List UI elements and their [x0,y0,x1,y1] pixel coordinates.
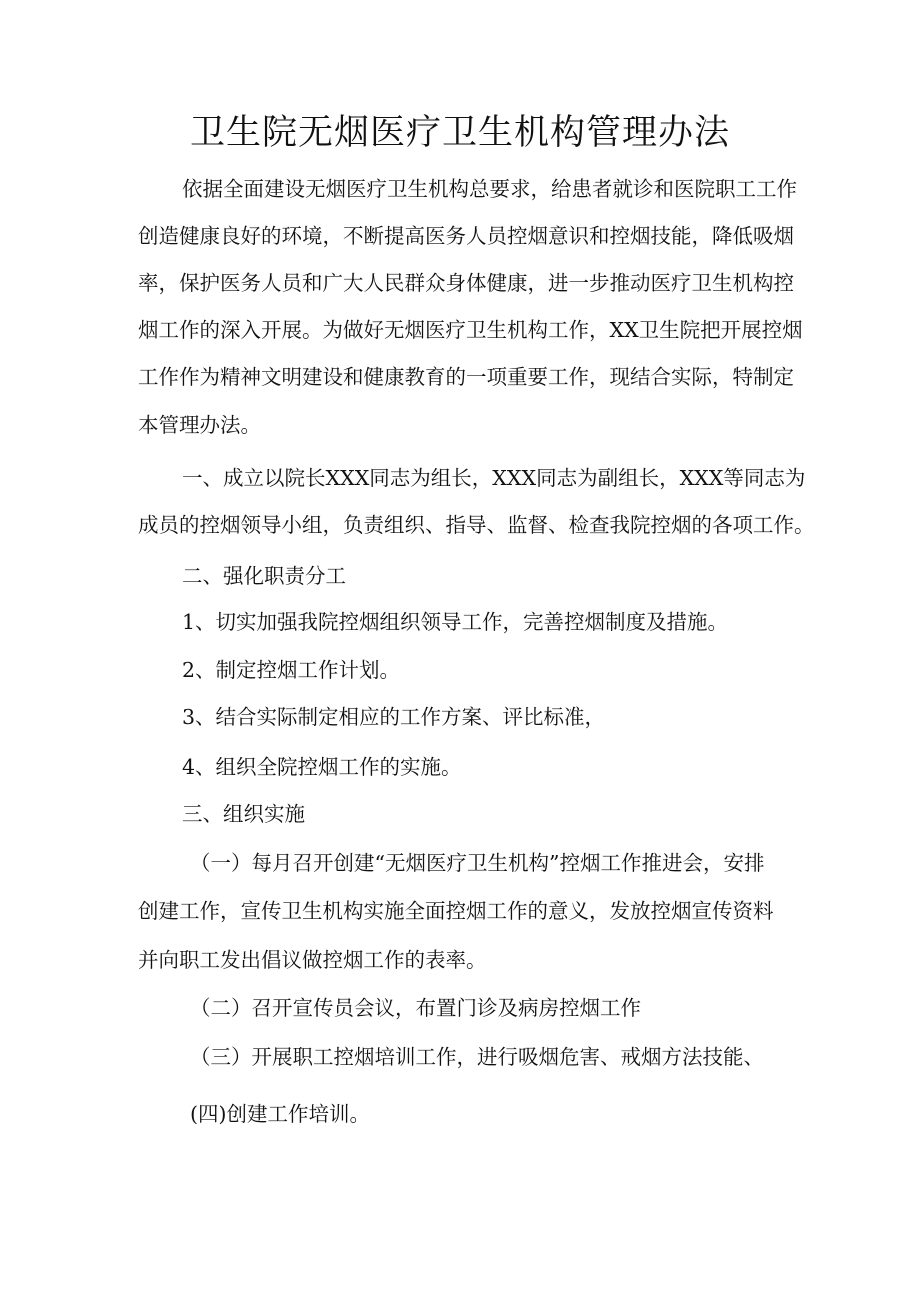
intro-line: 本管理办法。 [138,413,261,437]
section2-item: 1、切实加强我院控烟组织领导工作，完善控烟制度及措施。 [182,610,729,634]
section2-item: 2、制定控烟工作计划。 [182,658,401,682]
section3-item1-line: （一）每月召开创建“无烟医疗卫生机构”控烟工作推进会，安排 [190,851,765,875]
section3-item3: （三）开展职工控烟培训工作，进行吸烟危害、戒烟方法技能、 [190,1045,764,1069]
section3-item1-line: 创建工作，宣传卫生机构实施全面控烟工作的意义，发放控烟宣传资料 [138,899,774,923]
section2-heading: 二、强化职责分工 [182,564,346,588]
intro-line: 工作作为精神文明建设和健康教育的一项重要工作，现结合实际，特制定 [138,365,794,389]
intro-line: 依据全面建设无烟医疗卫生机构总要求，给患者就诊和医院职工工作 [182,177,797,201]
intro-line: 烟工作的深入开展。为做好无烟医疗卫生机构工作，XX卫生院把开展控烟 [138,318,803,342]
section2-item: 3、结合实际制定相应的工作方案、评比标准， [182,705,606,729]
intro-line: 创造健康良好的环境，不断提高医务人员控烟意识和控烟技能，降低吸烟 [138,224,794,248]
section3-item1-line: 并向职工发出倡议做控烟工作的表率。 [138,948,487,972]
intro-line: 率，保护医务人员和广大人民群众身体健康，进一步推动医疗卫生机构控 [138,271,794,295]
document-title: 卫生院无烟医疗卫生机构管理办法 [189,113,730,153]
section1-line: 一、成立以院长XXX同志为组长，XXX同志为副组长，XXX等同志为 [182,466,806,490]
section1-line: 成员的控烟领导小组，负责组织、指导、监督、检查我院控烟的各项工作。 [138,513,815,537]
section3-item4: (四)创建工作培训。 [190,1102,370,1126]
section3-item2: （二）召开宣传员会议，布置门诊及病房控烟工作 [190,996,641,1020]
section2-item: 4、组织全院控烟工作的实施。 [182,755,462,779]
section3-heading: 三、组织实施 [182,802,305,826]
